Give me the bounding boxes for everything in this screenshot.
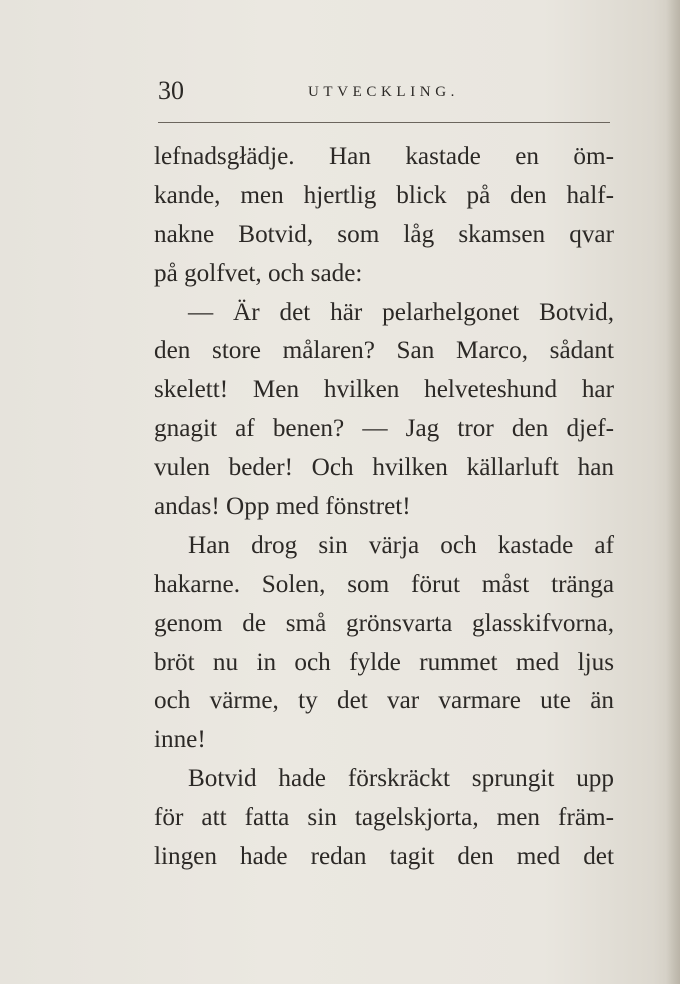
text-line: skelett! Men hvilken helveteshund har: [154, 376, 614, 404]
page-edge-shadow: [666, 0, 680, 984]
text-line: lingen hade redan tagit den med det: [154, 843, 614, 871]
text-line: Han drog sin värja och kastade af: [188, 531, 614, 559]
text-line: gnagit af benen? — Jag tror den djef-: [154, 415, 614, 443]
page-number: 30: [158, 76, 184, 105]
header-rule: [158, 122, 610, 123]
text-line: genom de små grönsvarta glasskifvorna,: [154, 609, 614, 637]
text-line: den store målaren? San Marco, sådant: [154, 337, 614, 365]
body-text: [154, 138, 614, 877]
text-line: andas! Opp med fönstret!: [154, 493, 411, 521]
text-line: hakarne. Solen, som förut måst tränga: [154, 570, 614, 598]
running-head: UTVECKLING.: [308, 84, 460, 100]
text-line: bröt nu in och fylde rummet med ljus: [154, 648, 614, 676]
text-line: nakne Botvid, som låg skamsen qvar: [154, 220, 614, 248]
text-line: kande, men hjertlig blick på den half-: [154, 181, 614, 209]
text-line: och värme, ty det var varmare ute än: [154, 687, 614, 715]
text-line: inne!: [154, 726, 206, 754]
text-line: vulen beder! Och hvilken källarluft han: [154, 454, 614, 482]
text-line: Botvid hade förskräckt sprungit upp: [188, 765, 614, 793]
text-line: — Är det här pelarhelgonet Botvid,: [188, 298, 614, 326]
text-line: på golfvet, och sade:: [154, 259, 363, 287]
text-line: lefnadsgłädje. Han kastade en öm-: [154, 143, 614, 170]
text-line: för att fatta sin tagelskjorta, men främ-: [154, 804, 614, 832]
